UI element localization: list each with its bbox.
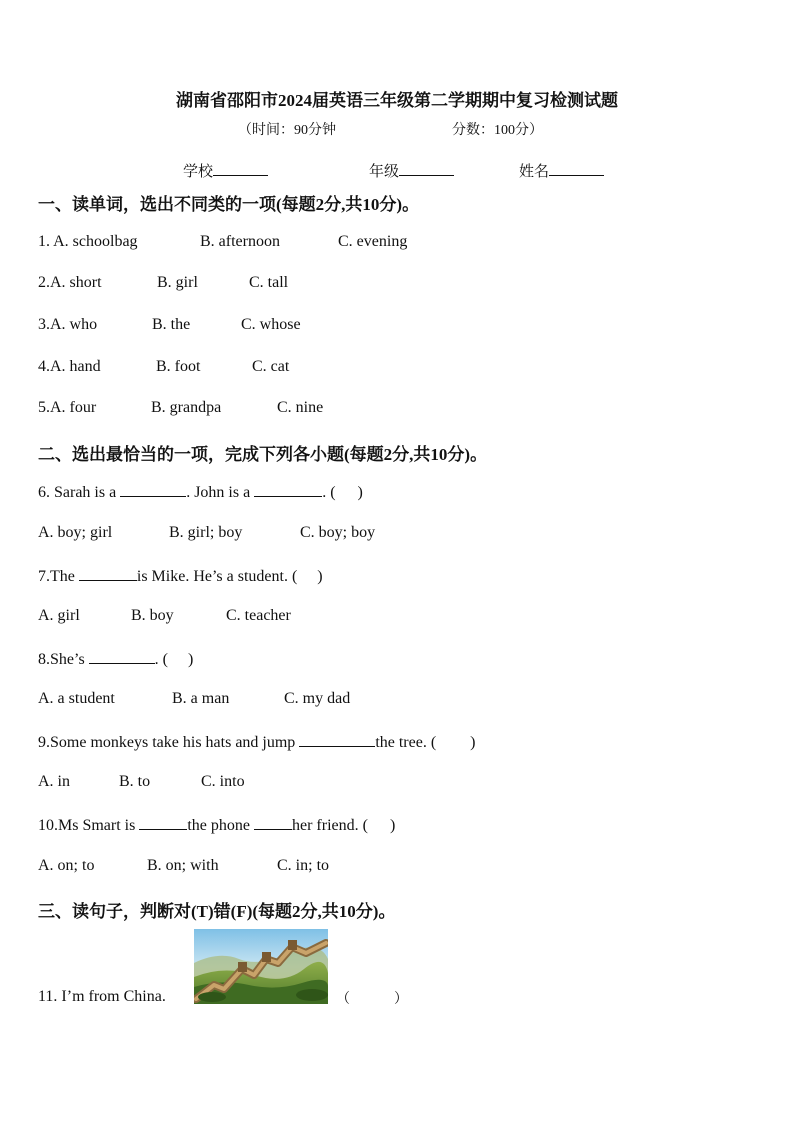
q10-blank-2[interactable] — [254, 815, 292, 830]
great-wall-picture — [194, 929, 328, 1004]
q10-option-c[interactable]: C. in; to — [277, 857, 330, 874]
q9-option-b[interactable]: B. to — [119, 773, 151, 790]
q8-text-1: 8.She’s — [38, 651, 85, 668]
q1-option-b[interactable]: B. afternoon — [200, 233, 280, 250]
q7-text-1: 7.The — [38, 568, 75, 585]
q11-answer-parentheses[interactable] — [336, 988, 408, 1008]
page-title: 湖南省邵阳市2024届英语三年级第二学期期中复习检测试题 — [176, 91, 618, 110]
q7-text-3: ) — [317, 568, 323, 585]
question-9 — [38, 732, 476, 752]
exam-time: （时间：90分钟 — [238, 123, 336, 138]
q9-text-3: ) — [470, 734, 476, 751]
q8-option-a[interactable]: A. a student — [38, 690, 115, 707]
question-6 — [38, 482, 363, 502]
question-5 — [38, 399, 96, 417]
q11-paren-open: （ — [336, 992, 350, 1007]
q6-text-1: 6. Sarah is a — [38, 484, 117, 501]
name-field[interactable] — [519, 160, 604, 181]
q3-option-c[interactable]: C. whose — [241, 316, 301, 333]
question-1 — [38, 233, 138, 251]
q9-blank-1[interactable] — [299, 732, 375, 747]
q2-number: 2. — [38, 274, 50, 291]
q4-number: 4. — [38, 358, 50, 375]
grade-label: 年级 — [369, 164, 400, 180]
q8-blank-1[interactable] — [89, 649, 155, 664]
q3-option-a[interactable]: A. who — [50, 316, 98, 333]
q2-option-a[interactable]: A. short — [50, 274, 102, 291]
grade-field[interactable] — [369, 160, 454, 181]
school-blank[interactable] — [213, 161, 268, 176]
q6-text-3: . ( — [322, 484, 336, 501]
q5-option-c[interactable]: C. nine — [277, 399, 324, 416]
q6-option-b[interactable]: B. girl; boy — [169, 524, 243, 541]
q6-text-4: ) — [357, 484, 363, 501]
q8-option-b[interactable]: B. a man — [172, 690, 230, 707]
q6-option-a[interactable]: A. boy; girl — [38, 524, 113, 541]
q7-option-c[interactable]: C. teacher — [226, 607, 291, 624]
q6-blank-1[interactable] — [120, 482, 186, 497]
school-label: 学校 — [183, 164, 214, 180]
q3-option-b[interactable]: B. the — [152, 316, 191, 333]
question-2 — [38, 274, 102, 292]
q6-option-c[interactable]: C. boy; boy — [300, 524, 376, 541]
q2-option-c[interactable]: C. tall — [249, 274, 289, 291]
q1-option-c[interactable]: C. evening — [338, 233, 408, 250]
q4-option-b[interactable]: B. foot — [156, 358, 201, 375]
q9-text-2: the tree. ( — [375, 734, 437, 751]
q6-text-2: . John is a — [186, 484, 251, 501]
grade-blank[interactable] — [399, 161, 454, 176]
q11-paren-close: ） — [394, 992, 408, 1007]
question-7 — [38, 566, 323, 586]
q7-option-b[interactable]: B. boy — [131, 607, 174, 624]
q5-option-a[interactable]: A. four — [50, 399, 97, 416]
q9-option-a[interactable]: A. in — [38, 773, 70, 790]
name-label: 姓名 — [519, 164, 550, 180]
q10-option-b[interactable]: B. on; with — [147, 857, 219, 874]
section-1-title: 一、读单词，选出不同类的一项(每题2分,共10分)。 — [38, 195, 420, 214]
q4-option-a[interactable]: A. hand — [50, 358, 101, 375]
q5-number: 5. — [38, 399, 50, 416]
name-blank[interactable] — [549, 161, 604, 176]
q10-option-a[interactable]: A. on; to — [38, 857, 95, 874]
q2-option-b[interactable]: B. girl — [157, 274, 198, 291]
q5-option-b[interactable]: B. grandpa — [151, 399, 222, 416]
question-10 — [38, 815, 395, 835]
q7-text-2: is Mike. He’s a student. ( — [136, 568, 298, 585]
q7-blank-1[interactable] — [79, 566, 137, 581]
q10-text-1: 10.Ms Smart is — [38, 817, 136, 834]
q9-option-c[interactable]: C. into — [201, 773, 245, 790]
section-2-title: 二、选出最恰当的一项，完成下列各小题(每题2分,共10分)。 — [38, 445, 488, 464]
q3-number: 3. — [38, 316, 50, 333]
q1-option-a[interactable]: A. schoolbag — [53, 233, 138, 250]
question-8 — [38, 649, 193, 669]
q7-option-a[interactable]: A. girl — [38, 607, 80, 624]
question-4 — [38, 358, 101, 376]
q10-text-4: ) — [389, 817, 396, 834]
q1-number: 1. — [38, 233, 50, 250]
q4-option-c[interactable]: C. cat — [252, 358, 290, 375]
q6-blank-2[interactable] — [254, 482, 322, 497]
question-3 — [38, 316, 97, 334]
question-11-text: 11. I’m from China. — [38, 988, 166, 1005]
q8-option-c[interactable]: C. my dad — [284, 690, 351, 707]
q9-text-1: 9.Some monkeys take his hats and jump — [38, 734, 296, 751]
q10-text-3: her friend. ( — [292, 817, 368, 834]
school-field[interactable] — [183, 160, 268, 181]
q10-blank-1[interactable] — [139, 815, 187, 830]
q8-text-3: ) — [188, 651, 194, 668]
exam-score: 分数：100分） — [452, 123, 543, 138]
section-3-title: 三、读句子，判断对(T)错(F)(每题2分,共10分)。 — [38, 902, 396, 921]
q10-text-2: the phone — [187, 817, 250, 834]
q8-text-2: . ( — [154, 651, 168, 668]
